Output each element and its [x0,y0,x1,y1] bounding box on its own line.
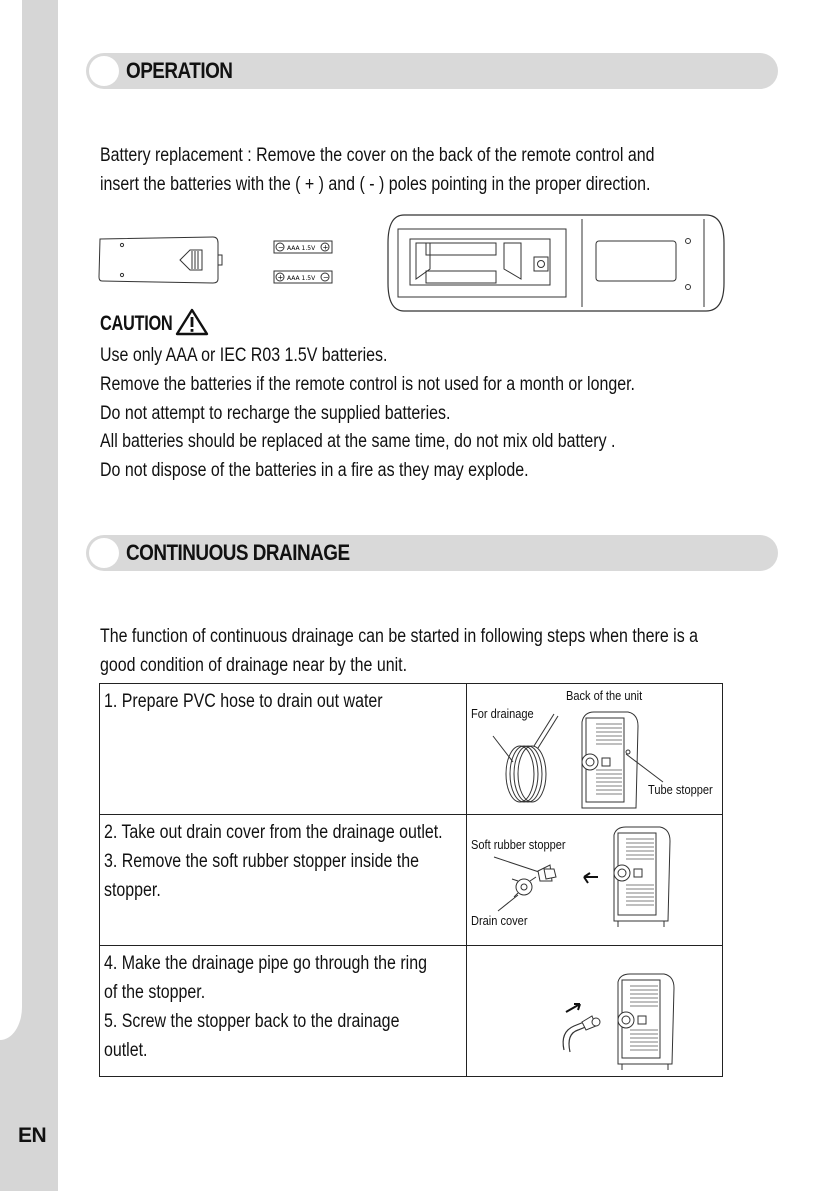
step-line: 2. Take out drain cover from the drainage outlet. [104,822,443,843]
step-row-3 [100,946,722,1076]
label-tube-stopper: Tube stopper [648,782,713,797]
drainage-title: CONTINUOUS DRAINAGE [126,540,350,565]
svg-text:−: − [278,243,284,252]
battery-label-b: AAA 1.5V [287,275,316,282]
svg-text:+: + [277,273,284,282]
step-line: 1. Prepare PVC hose to drain out water [104,691,383,712]
drain-cover-illustration [468,815,722,946]
step-text [100,946,467,1076]
remote-cover-illustration [98,235,223,285]
language-label: EN [18,1124,47,1147]
step-row-1 [100,684,722,815]
step-line: of the stopper. [104,982,206,1003]
label-for-drainage: For drainage [471,706,534,721]
intro-line-1: The function of continuous drainage can be started in following steps when there is a [100,626,698,647]
caution-heading [100,308,209,336]
step-text [100,684,467,814]
intro-line-2: good condition of drainage near by the unit. [100,655,408,676]
side-tab-notch [0,0,22,1040]
label-back-of-unit: Back of the unit [566,688,643,703]
caution-item: Do not dispose of the batteries in a fire as they may explode. [100,460,529,482]
step-figure [468,815,722,945]
svg-text:+: + [322,243,329,252]
remote-back-illustration [386,213,726,313]
step-row-2 [100,815,722,946]
step-text [100,815,467,945]
battery-line-1: Battery replacement : Remove the cover on the back of the remote control and [100,145,655,166]
operation-title: OPERATION [126,58,233,83]
header-dot [89,538,119,568]
caution-item: Do not attempt to recharge the supplied batteries. [100,402,451,424]
caution-title: CAUTION [100,312,173,335]
hose-and-unit-illustration [468,684,722,815]
header-dot [89,56,119,86]
caution-item: Use only AAA or IEC R03 1.5V batteries. [100,345,388,366]
warning-triangle-icon [175,308,209,336]
steps-table [99,683,723,1077]
label-soft-rubber-stopper: Soft rubber stopper [471,837,566,852]
svg-text:−: − [323,273,329,282]
operation-header [86,53,778,89]
battery-label-a: AAA 1.5V [287,245,316,252]
caution-list [100,342,737,486]
pipe-connection-illustration [468,946,722,1076]
step-line: 3. Remove the soft rubber stopper inside the [104,851,419,872]
step-line: 5. Screw the stopper back to the drainage [104,1011,400,1032]
battery-paragraph [100,141,724,199]
drainage-intro [100,622,724,680]
drainage-header [86,535,778,571]
caution-item: Remove the batteries if the remote control is not used for a month or longer. [100,373,635,395]
step-line: stopper. [104,880,161,901]
step-line: 4. Make the drainage pipe go through the ring [104,953,427,974]
step-figure [468,684,722,814]
battery-line-2: insert the batteries with the ( + ) and ( - ) poles pointing in the proper direction. [100,174,651,195]
caution-item: All batteries should be replaced at the same time, do not mix old battery . [100,431,616,453]
step-line: outlet. [104,1040,148,1061]
step-figure [468,946,722,1076]
batteries-illustration [273,239,335,287]
label-drain-cover: Drain cover [471,913,528,928]
